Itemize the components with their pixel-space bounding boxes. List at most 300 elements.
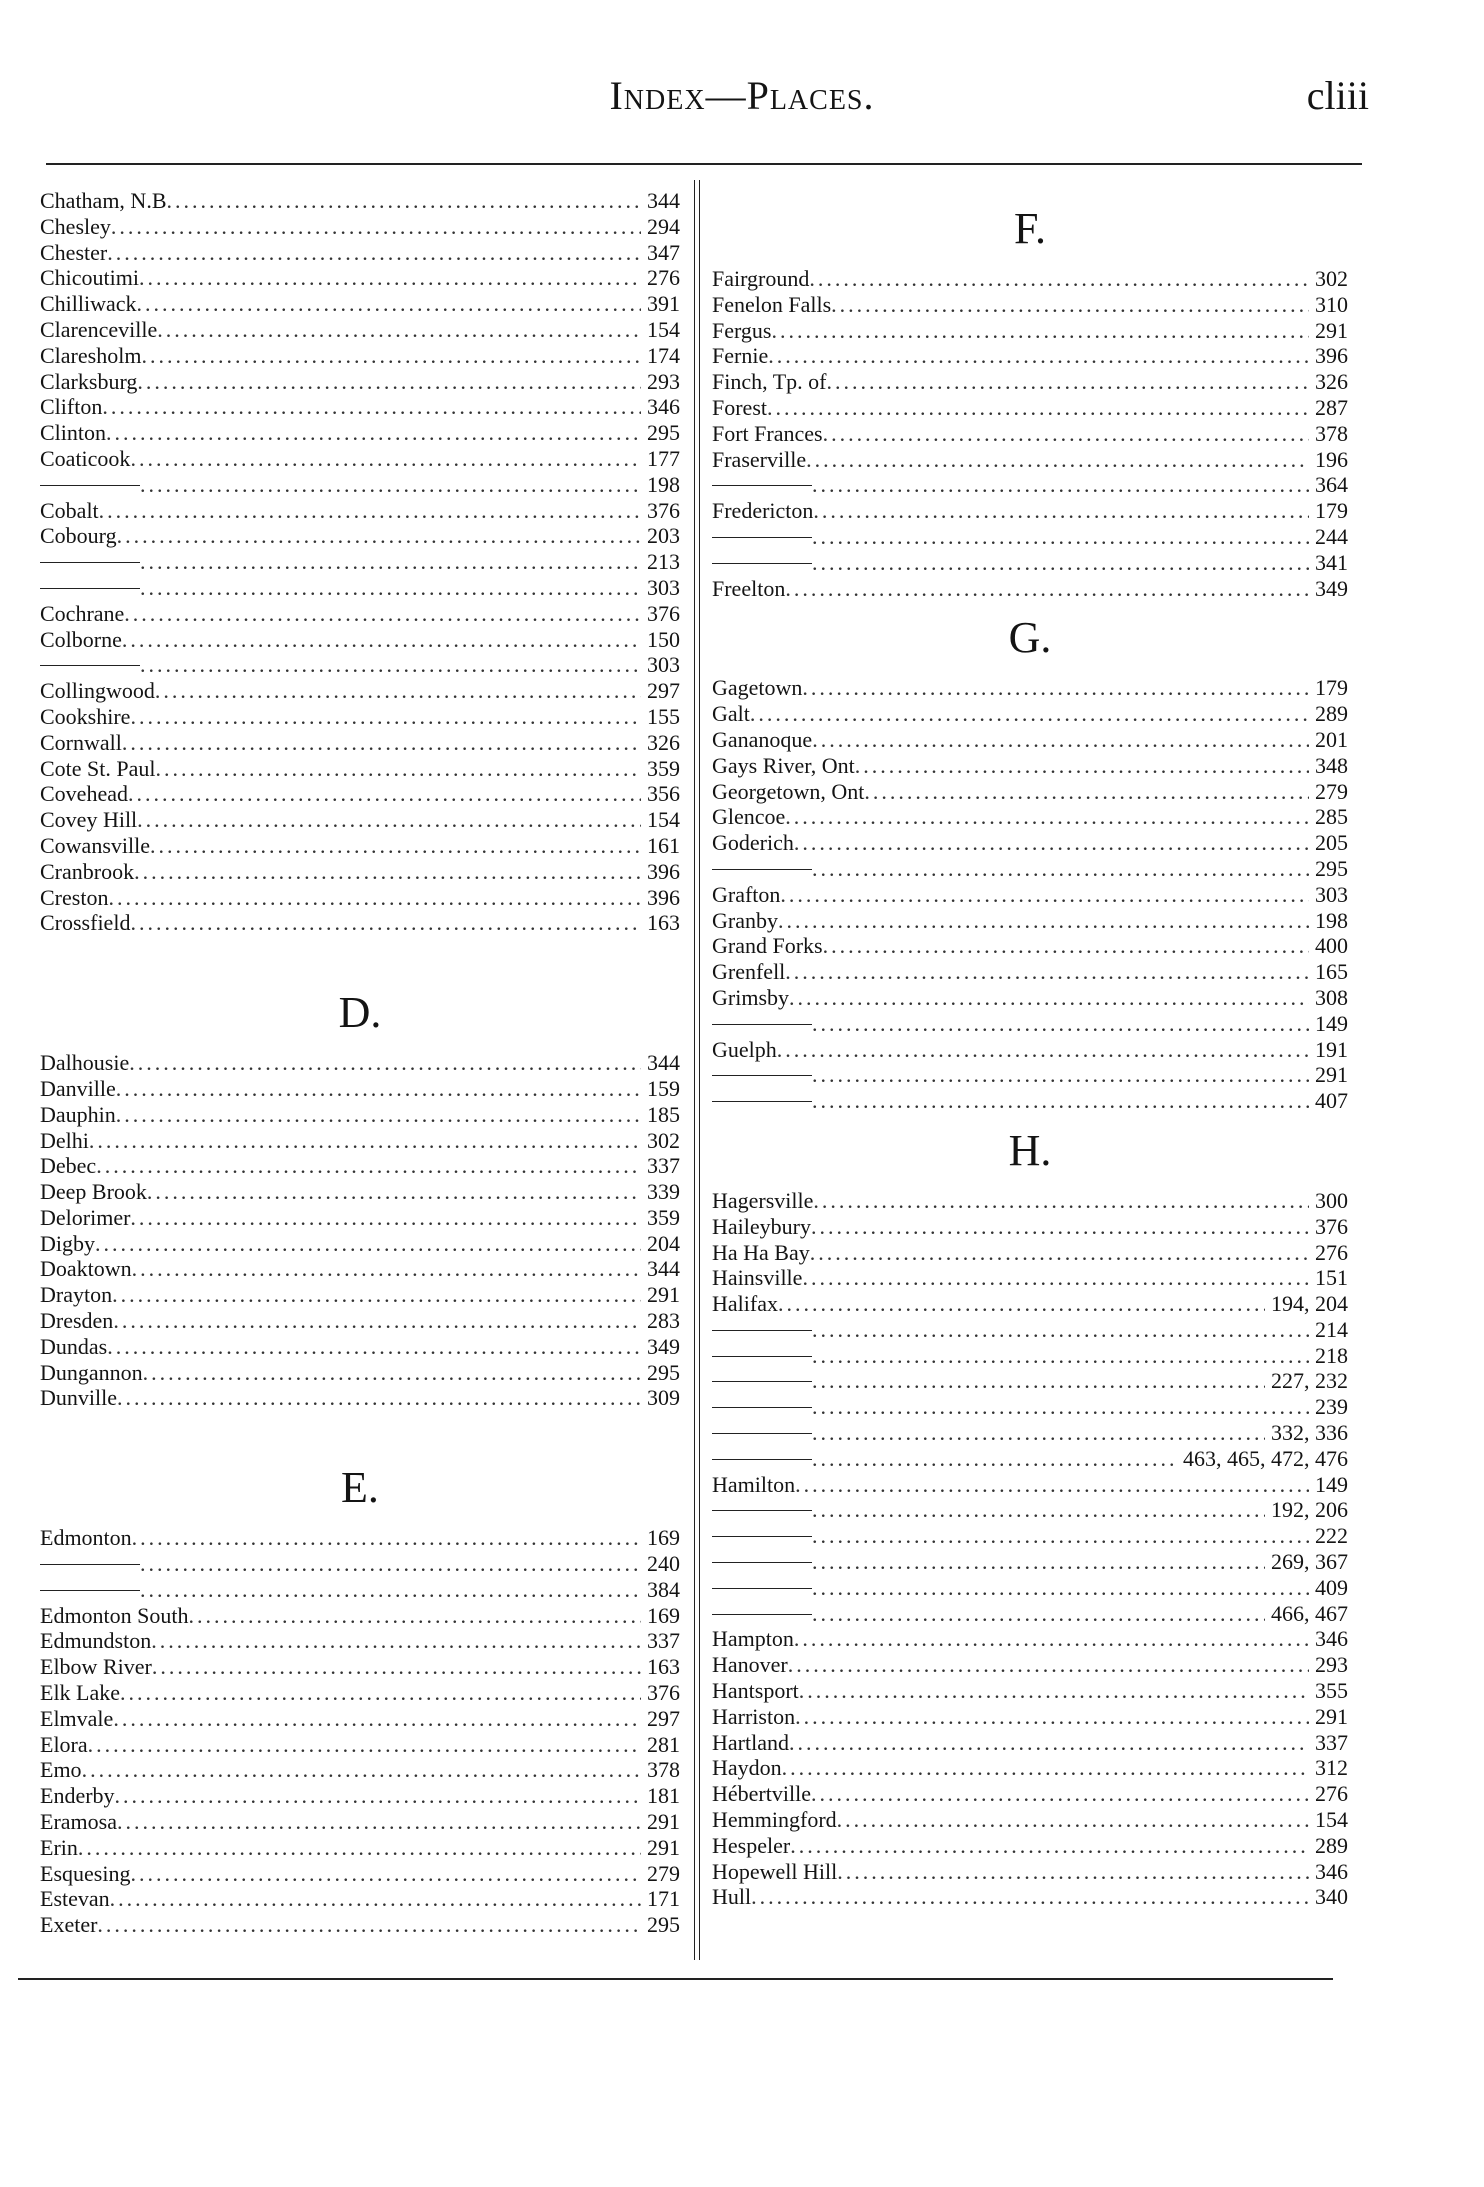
entry-page-numbers: 407 <box>1315 1088 1348 1114</box>
entry-place-name: Hampton <box>712 1626 794 1652</box>
index-entry <box>40 1153 680 1179</box>
index-entry <box>712 1549 1348 1575</box>
index-entry <box>712 675 1348 701</box>
index-entry <box>40 1231 680 1257</box>
index-entry <box>712 524 1348 550</box>
index-entry <box>40 1205 680 1231</box>
index-entry <box>40 1525 680 1551</box>
dot-leader <box>778 1291 1265 1317</box>
entry-page-numbers: 396 <box>647 884 680 910</box>
entry-place-name: Hagersville <box>712 1187 814 1213</box>
dot-leader <box>780 882 1309 908</box>
dot-leader <box>117 1809 641 1835</box>
entry-place-name: Finch, Tp. of <box>712 369 827 395</box>
index-entry <box>712 1626 1348 1652</box>
dot-leader <box>151 1628 641 1654</box>
dot-leader <box>82 1757 641 1783</box>
entry-place-name: Dunville <box>40 1385 117 1411</box>
entry-place-name: Doaktown <box>40 1256 132 1282</box>
index-entry <box>712 1601 1348 1627</box>
index-entry <box>40 1360 680 1386</box>
ditto-dash <box>712 1407 812 1408</box>
entry-place-name: Forest <box>712 394 767 420</box>
index-entry <box>712 1652 1348 1678</box>
dot-leader <box>812 1446 1177 1472</box>
index-entry <box>40 1076 680 1102</box>
index-entry <box>40 652 680 678</box>
entry-page-numbers: 308 <box>1315 984 1348 1010</box>
entry-page-numbers: 198 <box>1315 907 1348 933</box>
index-entry <box>40 188 680 214</box>
entry-page-numbers: 347 <box>647 239 680 265</box>
entry-page-numbers: 332, 336 <box>1271 1420 1348 1446</box>
page-number: cliii <box>1306 73 1369 118</box>
dot-leader <box>140 652 641 678</box>
index-entry <box>712 1291 1348 1317</box>
entry-page-numbers: 337 <box>1315 1729 1348 1755</box>
dot-leader <box>115 1783 641 1809</box>
entry-place-name: Exeter <box>40 1912 98 1938</box>
dot-leader <box>812 1420 1265 1446</box>
entry-page-numbers: 297 <box>647 1705 680 1731</box>
entry-page-numbers: 295 <box>647 420 680 446</box>
entry-page-numbers: 309 <box>647 1385 680 1411</box>
entry-page-numbers: 310 <box>1315 291 1348 317</box>
index-entry <box>712 933 1348 959</box>
entry-place-name: Chesley <box>40 213 111 239</box>
entry-page-numbers: 204 <box>647 1230 680 1256</box>
index-entry <box>712 369 1348 395</box>
dot-leader <box>788 1652 1309 1678</box>
entry-place-name: Colborne <box>40 626 122 652</box>
entry-place-name: Cowansville <box>40 832 150 858</box>
dot-leader <box>794 830 1309 856</box>
entry-place-name: Cookshire <box>40 703 131 729</box>
entry-page-numbers: 337 <box>647 1153 680 1179</box>
entry-page-numbers: 340 <box>1315 1884 1348 1910</box>
entry-page-numbers: 179 <box>1315 498 1348 524</box>
entry-place-name: Fort Frances <box>712 420 823 446</box>
ditto-dash <box>712 1562 812 1563</box>
index-entry <box>712 882 1348 908</box>
entry-page-numbers: 291 <box>647 1809 680 1835</box>
entry-place-name: Clinton <box>40 420 107 446</box>
entry-place-name: Ha Ha Bay <box>712 1239 810 1265</box>
index-entry <box>40 1861 680 1887</box>
dot-leader <box>137 369 641 395</box>
ditto-dash <box>712 1614 812 1615</box>
dot-leader <box>130 1861 641 1887</box>
section-e-entries <box>40 1525 680 1938</box>
entry-place-name: Clifton <box>40 394 103 420</box>
entry-place-name: Galt <box>712 701 750 727</box>
dot-leader <box>812 1497 1265 1523</box>
entry-page-numbers: 269, 367 <box>1271 1549 1348 1575</box>
entry-place-name: Hainsville <box>712 1265 803 1291</box>
entry-place-name: Cote St. Paul <box>40 755 156 781</box>
dot-leader <box>823 933 1309 959</box>
dot-leader <box>167 188 642 214</box>
dot-leader <box>78 1835 641 1861</box>
dot-leader <box>812 1601 1265 1627</box>
entry-page-numbers: 154 <box>1315 1807 1348 1833</box>
index-entry <box>712 779 1348 805</box>
entry-page-numbers: 279 <box>647 1860 680 1886</box>
index-entry <box>712 1859 1348 1885</box>
index-entry <box>40 1886 680 1912</box>
entry-place-name: Coaticook <box>40 445 131 471</box>
index-entry <box>40 369 680 395</box>
entry-page-numbers: 295 <box>1315 855 1348 881</box>
entry-place-name: Creston <box>40 884 109 910</box>
ditto-dash <box>712 1024 812 1025</box>
entry-page-numbers: 297 <box>647 678 680 704</box>
index-entry <box>712 1833 1348 1859</box>
entry-page-numbers: 359 <box>647 1204 680 1230</box>
dot-leader <box>140 549 641 575</box>
entry-place-name: Edmundston <box>40 1628 152 1654</box>
entry-page-numbers: 359 <box>647 755 680 781</box>
entry-place-name: Chilliwack <box>40 291 137 317</box>
entry-place-name: Danville <box>40 1075 116 1101</box>
dot-leader <box>767 395 1309 421</box>
entry-place-name: Dresden <box>40 1308 114 1334</box>
index-entry <box>712 908 1348 934</box>
index-entry <box>712 1037 1348 1063</box>
entry-place-name: Digby <box>40 1230 95 1256</box>
entry-place-name: Cranbrook <box>40 858 135 884</box>
entry-place-name: Eramosa <box>40 1809 117 1835</box>
entry-page-numbers: 198 <box>647 471 680 497</box>
dot-leader <box>140 472 641 498</box>
dot-leader <box>795 1472 1309 1498</box>
dot-leader <box>140 1577 641 1603</box>
entry-place-name: Grand Forks <box>712 933 823 959</box>
entry-place-name: Cochrane <box>40 600 125 626</box>
entry-page-numbers: 196 <box>1315 446 1348 472</box>
index-entry <box>40 343 680 369</box>
entry-place-name: Harriston <box>712 1703 796 1729</box>
entry-page-numbers: 159 <box>647 1075 680 1101</box>
entry-place-name: Fraserville <box>712 446 807 472</box>
index-entry <box>40 704 680 730</box>
entry-page-numbers: 346 <box>647 394 680 420</box>
dot-leader <box>132 1256 641 1282</box>
index-entry <box>40 1308 680 1334</box>
entry-page-numbers: 376 <box>647 497 680 523</box>
ditto-dash <box>712 1356 812 1357</box>
entry-place-name: Fergus <box>712 317 772 343</box>
entry-page-numbers: 348 <box>1315 752 1348 778</box>
entry-page-numbers: 303 <box>1315 881 1348 907</box>
entry-page-numbers: 349 <box>647 1333 680 1359</box>
ditto-dash <box>40 562 140 563</box>
section-letter-g: G. <box>1008 613 1052 663</box>
dot-leader <box>130 704 641 730</box>
dot-leader <box>155 678 641 704</box>
index-entry <box>712 550 1348 576</box>
entry-page-numbers: 227, 232 <box>1271 1368 1348 1394</box>
dot-leader <box>117 1385 641 1411</box>
entry-place-name: Collingwood <box>40 678 155 704</box>
ditto-dash <box>712 1075 812 1076</box>
index-entry <box>712 1523 1348 1549</box>
index-entry <box>712 804 1348 830</box>
dot-leader <box>132 1525 641 1551</box>
entry-place-name: Goderich <box>712 830 794 856</box>
ditto-dash <box>712 537 812 538</box>
entry-page-numbers: 203 <box>647 523 680 549</box>
index-entry <box>40 1654 680 1680</box>
dot-leader <box>812 1011 1309 1037</box>
dot-leader <box>785 804 1309 830</box>
dot-leader <box>140 575 641 601</box>
entry-place-name: Cornwall <box>40 729 122 755</box>
entry-place-name: Guelph <box>712 1036 777 1062</box>
index-entry <box>712 1446 1348 1472</box>
entry-place-name: Dungannon <box>40 1359 143 1385</box>
entry-page-numbers: 294 <box>647 213 680 239</box>
index-entry <box>712 1575 1348 1601</box>
dot-leader <box>795 1704 1309 1730</box>
index-entry <box>40 1835 680 1861</box>
dot-leader <box>112 1282 641 1308</box>
dot-leader <box>826 369 1309 395</box>
index-entry <box>712 1265 1348 1291</box>
entry-place-name: Elora <box>40 1731 88 1757</box>
entry-place-name: Esquesing <box>40 1860 131 1886</box>
entry-page-numbers: 293 <box>1315 1652 1348 1678</box>
index-entry <box>40 265 680 291</box>
entry-page-numbers: 161 <box>647 832 680 858</box>
entry-page-numbers: 177 <box>647 445 680 471</box>
ditto-dash <box>712 1433 812 1434</box>
entry-page-numbers: 276 <box>647 265 680 291</box>
dot-leader <box>143 1360 641 1386</box>
dot-leader <box>812 524 1309 550</box>
entry-place-name: Hartland <box>712 1729 789 1755</box>
entry-page-numbers: 349 <box>1315 575 1348 601</box>
dot-leader <box>107 240 641 266</box>
entry-page-numbers: 378 <box>647 1757 680 1783</box>
entry-place-name: Grimsby <box>712 984 789 1010</box>
dot-leader <box>785 959 1309 985</box>
entry-page-numbers: 281 <box>647 1731 680 1757</box>
section-letter-d: D. <box>338 988 382 1038</box>
entry-place-name: Elbow River <box>40 1654 152 1680</box>
dot-leader <box>140 1551 641 1577</box>
entry-place-name: Hébertville <box>712 1781 811 1807</box>
entry-page-numbers: 149 <box>1315 1010 1348 1036</box>
index-entry <box>712 856 1348 882</box>
dot-leader <box>831 292 1309 318</box>
index-entry <box>40 575 680 601</box>
column-divider <box>694 180 700 1960</box>
entry-place-name: Gagetown <box>712 675 803 701</box>
dot-leader <box>785 576 1309 602</box>
entry-page-numbers: 339 <box>647 1179 680 1205</box>
dot-leader <box>128 781 641 807</box>
entry-page-numbers: 400 <box>1315 933 1348 959</box>
index-entry <box>712 1011 1348 1037</box>
entry-place-name: Fernie <box>712 343 769 369</box>
index-entry <box>40 1809 680 1835</box>
dot-leader <box>812 1549 1265 1575</box>
entry-page-numbers: 276 <box>1315 1239 1348 1265</box>
entry-place-name: Edmonton South <box>40 1602 189 1628</box>
entry-place-name: Delorimer <box>40 1204 131 1230</box>
entry-page-numbers: 149 <box>1315 1471 1348 1497</box>
section-d-entries <box>40 1050 680 1411</box>
entry-page-numbers: 289 <box>1315 1832 1348 1858</box>
dot-leader <box>97 1912 641 1938</box>
index-entry <box>40 420 680 446</box>
index-entry <box>40 1603 680 1629</box>
dot-leader <box>811 1781 1309 1807</box>
entry-place-name: Drayton <box>40 1282 113 1308</box>
ditto-dash <box>40 588 140 589</box>
index-entry <box>712 1678 1348 1704</box>
entry-page-numbers: 185 <box>647 1101 680 1127</box>
index-entry <box>40 910 680 936</box>
entry-place-name: Granby <box>712 907 778 933</box>
section-letter-e: E. <box>341 1463 379 1513</box>
dot-leader <box>141 343 641 369</box>
index-entry <box>712 727 1348 753</box>
dot-leader <box>812 1368 1265 1394</box>
index-entry <box>40 678 680 704</box>
index-entry <box>40 1732 680 1758</box>
index-entry <box>40 1577 680 1603</box>
index-entry <box>40 885 680 911</box>
dot-leader <box>812 472 1309 498</box>
entry-place-name: Haydon <box>712 1755 782 1781</box>
index-entry <box>712 1420 1348 1446</box>
top-rule <box>46 163 1362 165</box>
index-entry <box>40 1334 680 1360</box>
ditto-dash <box>40 665 140 666</box>
entry-place-name: Elk Lake <box>40 1680 121 1706</box>
dot-leader <box>137 807 641 833</box>
ditto-dash <box>40 485 140 486</box>
index-entry <box>40 523 680 549</box>
index-entry <box>40 807 680 833</box>
index-entry <box>40 1706 680 1732</box>
entry-page-numbers: 169 <box>647 1602 680 1628</box>
dot-leader <box>751 1884 1309 1910</box>
entry-page-numbers: 192, 206 <box>1271 1497 1348 1523</box>
entry-page-numbers: 291 <box>647 1282 680 1308</box>
index-entry <box>40 1912 680 1938</box>
entry-page-numbers: 174 <box>647 342 680 368</box>
index-entry <box>40 446 680 472</box>
dot-leader <box>130 446 641 472</box>
index-entry <box>40 498 680 524</box>
dot-leader <box>799 1678 1309 1704</box>
entry-page-numbers: 151 <box>1315 1265 1348 1291</box>
entry-place-name: Glencoe <box>712 804 786 830</box>
dot-leader <box>789 985 1309 1011</box>
ditto-dash <box>712 1536 812 1537</box>
entry-place-name: Deep Brook <box>40 1179 147 1205</box>
entry-place-name: Hopewell Hill <box>712 1858 838 1884</box>
dot-leader <box>750 701 1309 727</box>
entry-page-numbers: 191 <box>1315 1036 1348 1062</box>
index-entry <box>40 1680 680 1706</box>
dot-leader <box>837 1807 1309 1833</box>
dot-leader <box>139 265 641 291</box>
index-entry <box>40 291 680 317</box>
dot-leader <box>812 1317 1309 1343</box>
entry-page-numbers: 291 <box>647 1834 680 1860</box>
index-entry <box>40 1256 680 1282</box>
entry-place-name: Grafton <box>712 881 781 907</box>
dot-leader <box>777 1037 1309 1063</box>
entry-place-name: Hanover <box>712 1652 788 1678</box>
entry-page-numbers: 302 <box>1315 266 1348 291</box>
dot-leader <box>812 1343 1309 1369</box>
ditto-dash <box>712 1381 812 1382</box>
entry-place-name: Emo <box>40 1757 82 1783</box>
index-entry <box>40 1551 680 1577</box>
entry-page-numbers: 154 <box>647 807 680 833</box>
entry-page-numbers: 344 <box>647 1050 680 1076</box>
entry-place-name: Hamilton <box>712 1471 796 1497</box>
entry-place-name: Halifax <box>712 1291 778 1317</box>
index-entry <box>712 1781 1348 1807</box>
entry-page-numbers: 289 <box>1315 701 1348 727</box>
entry-page-numbers: 312 <box>1315 1755 1348 1781</box>
dot-leader <box>113 1706 641 1732</box>
dot-leader <box>108 885 641 911</box>
section-c-continued <box>40 188 680 936</box>
dot-leader <box>122 627 641 653</box>
index-entry <box>40 601 680 627</box>
entry-place-name: Elmvale <box>40 1705 114 1731</box>
dot-leader <box>89 1128 641 1154</box>
section-f-entries <box>712 266 1348 601</box>
entry-page-numbers: 194, 204 <box>1271 1291 1348 1317</box>
index-entry <box>40 317 680 343</box>
dot-leader <box>812 856 1309 882</box>
dot-leader <box>790 1833 1309 1859</box>
entry-page-numbers: 291 <box>1315 1062 1348 1088</box>
entry-page-numbers: 165 <box>1315 959 1348 985</box>
index-entry <box>712 318 1348 344</box>
entry-page-numbers: 466, 467 <box>1271 1600 1348 1626</box>
entry-page-numbers: 179 <box>1315 675 1348 701</box>
dot-leader <box>778 908 1309 934</box>
dot-leader <box>823 421 1309 447</box>
entry-place-name: Covehead <box>40 781 128 807</box>
entry-place-name: Estevan <box>40 1886 110 1912</box>
entry-page-numbers: 356 <box>647 781 680 807</box>
index-entry <box>40 1385 680 1411</box>
entry-page-numbers: 409 <box>1315 1574 1348 1600</box>
index-entry <box>712 1214 1348 1240</box>
entry-place-name: Cobourg <box>40 523 117 549</box>
index-entry <box>712 985 1348 1011</box>
ditto-dash <box>40 1564 140 1565</box>
dot-leader <box>102 394 641 420</box>
entry-place-name: Cobalt <box>40 497 99 523</box>
entry-page-numbers: 302 <box>647 1127 680 1153</box>
entry-page-numbers: 201 <box>1315 726 1348 752</box>
dot-leader <box>189 1603 641 1629</box>
entry-page-numbers: 222 <box>1315 1523 1348 1549</box>
entry-page-numbers: 291 <box>1315 317 1348 343</box>
index-entry <box>712 701 1348 727</box>
